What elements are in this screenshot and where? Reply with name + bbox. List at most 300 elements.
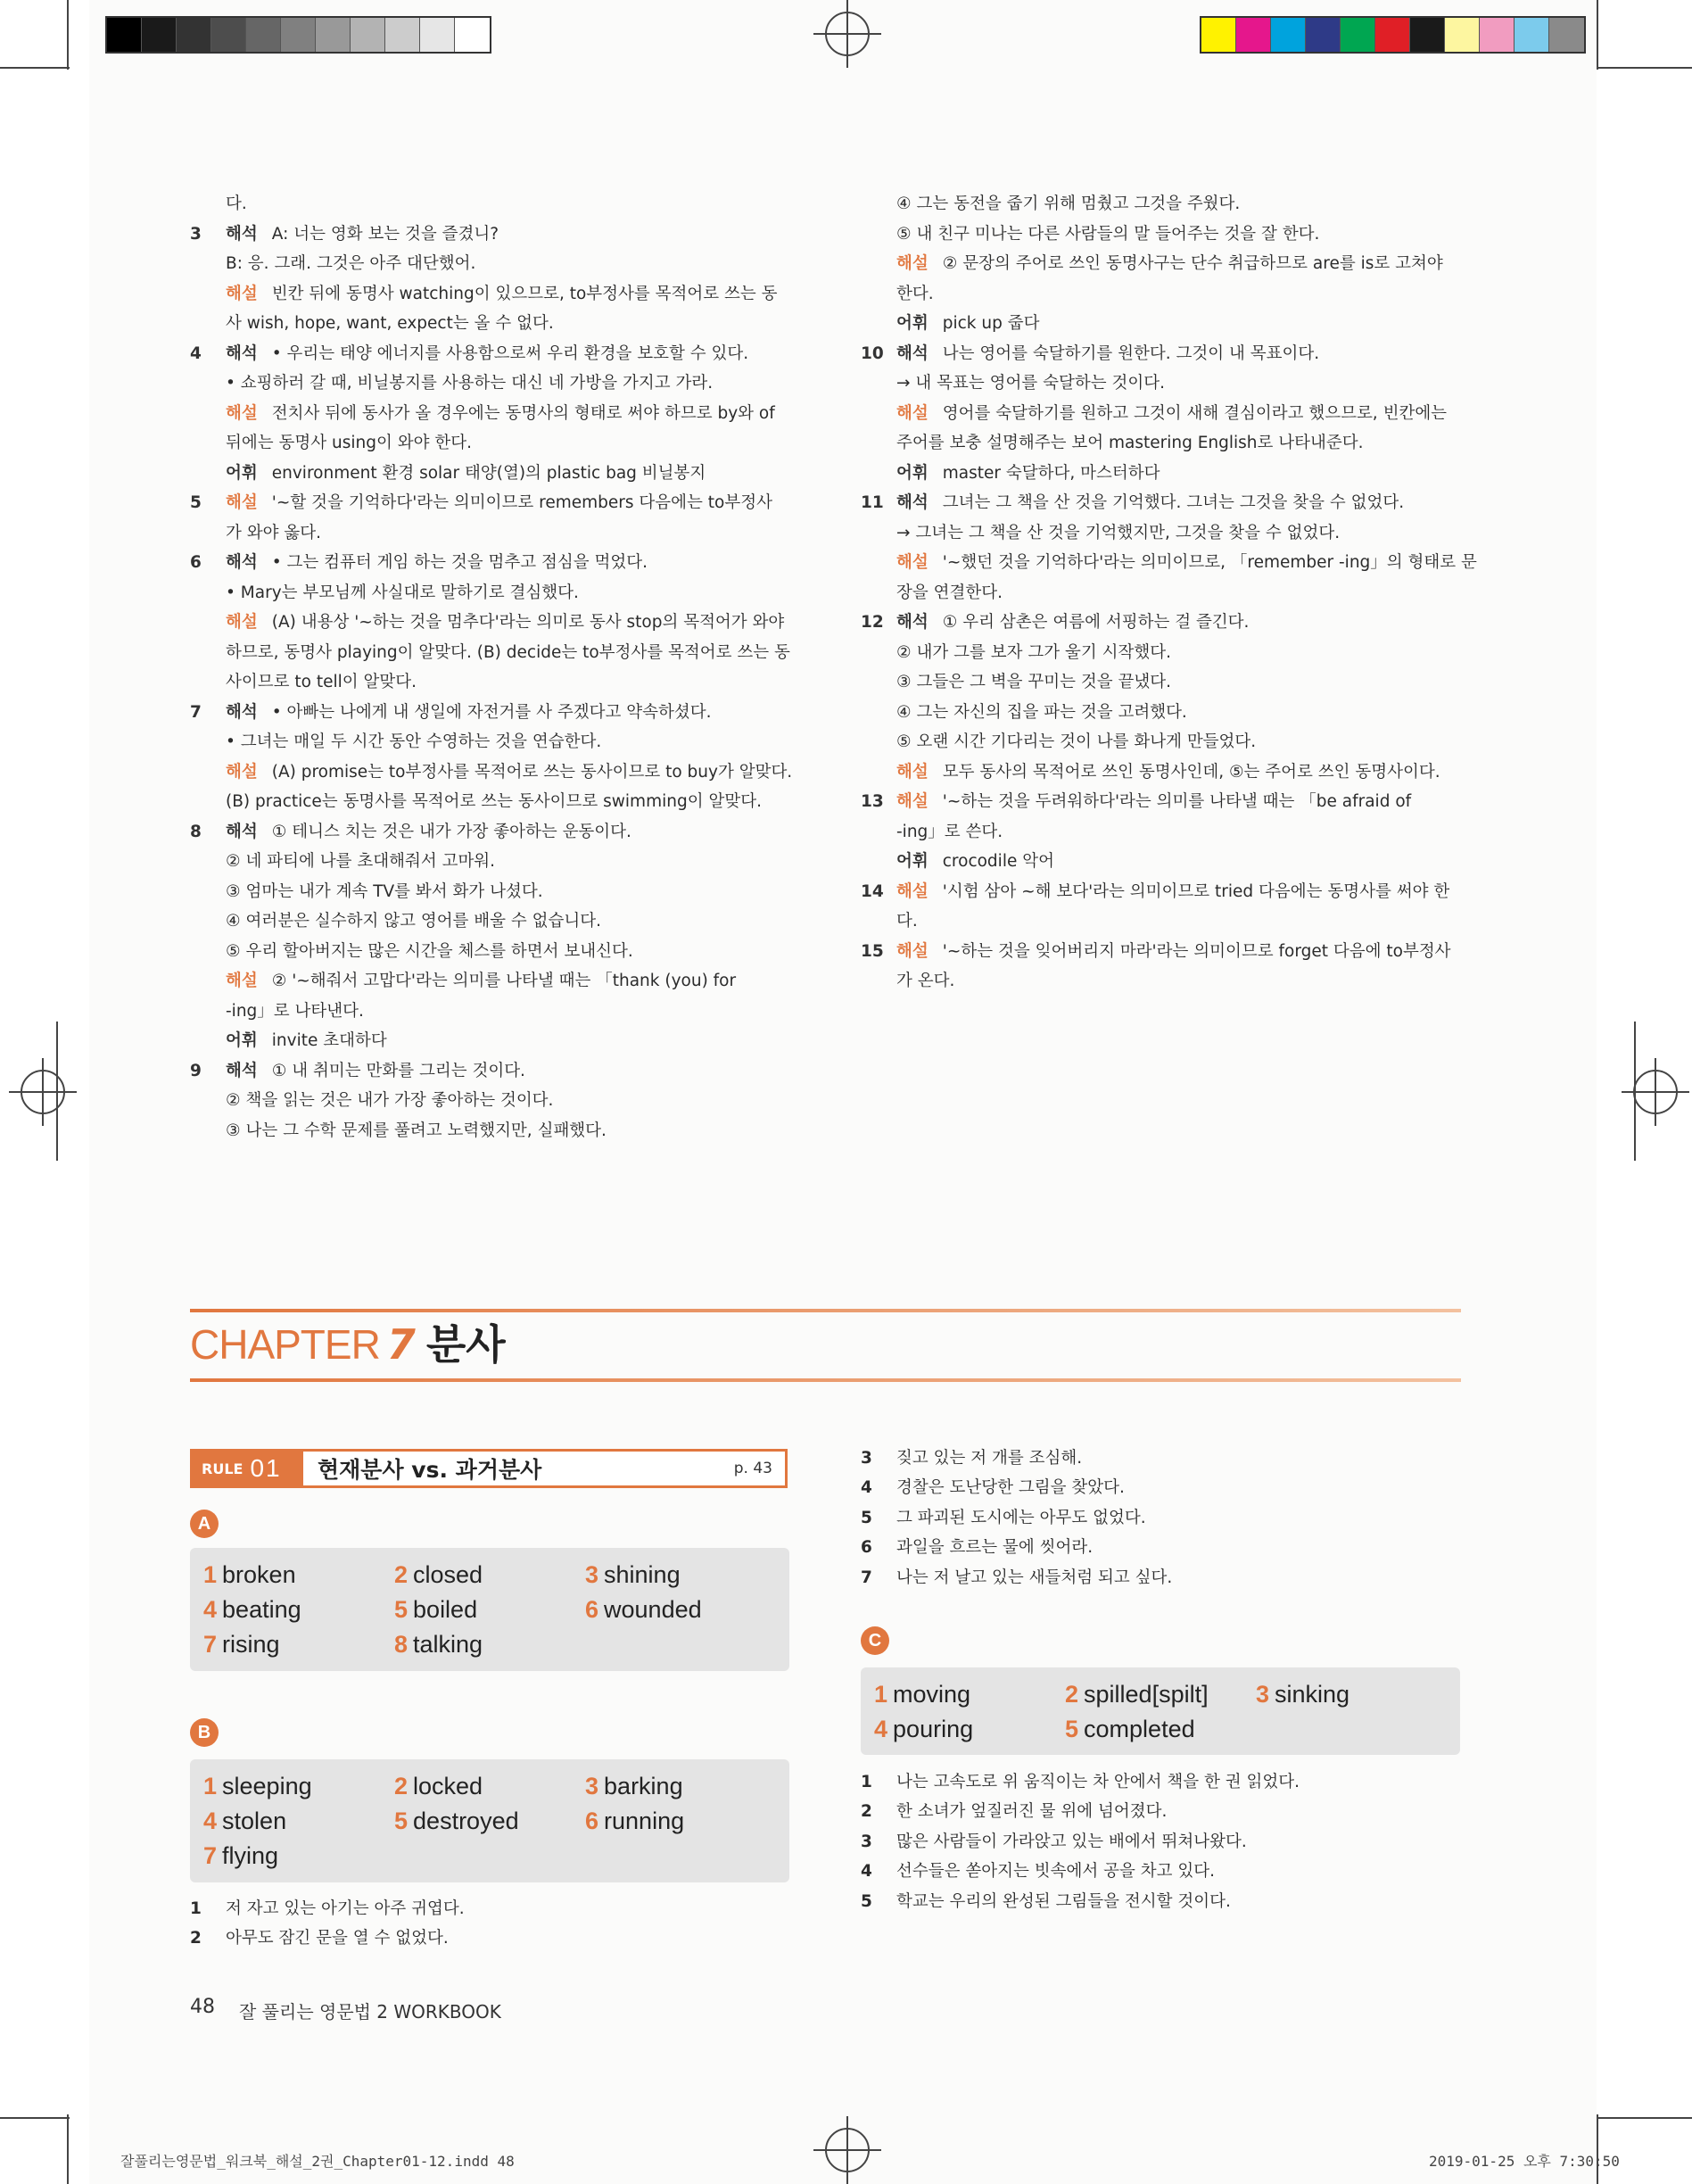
answer-line (861, 548, 1477, 578)
answer-item (585, 1594, 702, 1625)
answer-word: talking (413, 1631, 483, 1658)
line-text: ② 네 파티에 나를 초대해줘서 고마워. (226, 852, 496, 871)
line-text: • Mary는 부모님께 사실대로 말하기로 결심했다. (226, 583, 579, 602)
label-tag: 해석 (226, 224, 258, 244)
color-swatch (1549, 18, 1584, 52)
line-text: ③ 엄마는 내가 계속 TV를 봐서 화가 나셨다. (226, 881, 543, 901)
answer-word: boiled (413, 1596, 478, 1623)
answer-line (190, 488, 789, 518)
label-tag: 해설 (226, 403, 258, 423)
sentence-number: 1 (861, 1773, 872, 1791)
color-swatch (1375, 18, 1410, 52)
line-text: ⑤ 우리 할아버지는 많은 시간을 체스를 하면서 보내신다. (226, 941, 633, 961)
sentence-number: 3 (861, 1832, 872, 1851)
question-number: 7 (190, 702, 202, 722)
chapter-rule-top (190, 1309, 1461, 1312)
answer-item (203, 1559, 296, 1590)
answer-number: 4 (874, 1716, 888, 1742)
color-swatch (1306, 18, 1341, 52)
sentence-number: 7 (861, 1568, 872, 1587)
answer-number: 6 (585, 1596, 599, 1623)
line-text: ⑤ 오랜 시간 기다리는 것이 나를 화나게 만들었다. (896, 732, 1257, 751)
line-text: environment 환경 solar 태양(열)의 plastic bag 비닐봉지 (271, 463, 706, 483)
label-tag: 해설 (896, 881, 929, 901)
answer-line (190, 906, 789, 937)
answer-word: broken (222, 1561, 296, 1588)
line-text: 다. (896, 912, 918, 931)
answer-item (1065, 1714, 1195, 1744)
label-tag: 해석 (226, 1061, 258, 1080)
label-tag: 해설 (226, 284, 258, 303)
crop-mark (1597, 0, 1598, 70)
answer-line (861, 368, 1460, 399)
answer-number: 4 (203, 1808, 218, 1834)
color-swatch (1236, 18, 1271, 52)
rule-label: RULE (202, 1460, 243, 1477)
line-text: '~하는 것을 잊어버리지 마라'라는 의미이므로 forget 다음에 to부정사 (942, 941, 1451, 961)
answer-line (861, 399, 1460, 429)
section-a-badge: A (190, 1510, 219, 1538)
answer-item (203, 1771, 312, 1801)
answer-number: 1 (874, 1681, 888, 1708)
line-text: → 그녀는 그 책을 산 것을 기억했지만, 그것을 찾을 수 없었다. (896, 523, 1341, 542)
answer-item (874, 1679, 970, 1709)
label-tag: 해설 (226, 762, 258, 782)
chapter-word: CHAPTER (190, 1321, 380, 1368)
answer-line (190, 219, 789, 250)
sentence-line (861, 1473, 1125, 1503)
answer-line (861, 757, 1460, 788)
line-text: B: 응. 그래. 그것은 아주 대단했어. (226, 254, 476, 273)
answer-line (861, 578, 1460, 608)
grayscale-color-bar (105, 16, 491, 54)
color-swatch (1271, 18, 1306, 52)
crop-mark (1597, 2117, 1692, 2119)
crop-mark (1597, 67, 1692, 69)
answer-number: 7 (203, 1842, 218, 1869)
sentence-line (861, 1444, 1082, 1474)
registration-mark (9, 1058, 77, 1126)
line-text: 하므로, 동명사 playing이 알맞다. (B) decide는 to부정사를 목적어로 쓰는 동 (226, 642, 790, 662)
answer-word: running (604, 1808, 685, 1834)
answer-line (190, 667, 789, 698)
question-number: 13 (861, 792, 884, 811)
label-tag: 해설 (226, 972, 258, 990)
answer-line (190, 1026, 789, 1056)
label-tag: 해설 (896, 762, 929, 782)
label-tag: 해설 (226, 613, 258, 632)
chapter-name: 분사 (425, 1320, 506, 1369)
answer-number: 3 (585, 1561, 599, 1588)
page-number: 48 (190, 1996, 215, 2018)
answer-line (861, 459, 1460, 489)
answer-line (190, 368, 789, 399)
answer-line (190, 877, 789, 907)
answer-line (861, 608, 1460, 638)
answer-line (190, 339, 789, 369)
answer-line (861, 339, 1460, 369)
label-tag: 해설 (896, 553, 929, 572)
question-number: 9 (190, 1061, 202, 1080)
registration-mark (813, 0, 881, 68)
label-tag: 어휘 (896, 852, 929, 871)
color-swatch (246, 18, 281, 52)
line-text: '~하는 것을 두려워하다'라는 의미를 나타낼 때는 「be afraid of (942, 792, 1412, 811)
rule-title: 현재분사 vs. 과거분사 (318, 1457, 542, 1483)
sentence-number: 3 (861, 1449, 872, 1468)
line-text: ② 문장의 주어로 쓰인 동명사구는 단수 취급하므로 are를 is로 고쳐야 (942, 254, 1443, 273)
line-text: crocodile 악어 (942, 852, 1054, 871)
answer-item (1065, 1679, 1209, 1709)
sentence-line (861, 1503, 1146, 1534)
line-text: 뒤에는 동명사 using이 와야 한다. (226, 434, 472, 452)
sentence-text: 많은 사람들이 가라앉고 있는 배에서 뛰쳐나왔다. (896, 1832, 1247, 1851)
answer-line (190, 189, 789, 219)
answer-line (861, 906, 1460, 937)
line-text: 사 wish, hope, want, expect는 올 수 없다. (226, 314, 554, 333)
line-text: ⑤ 내 친구 미나는 다른 사람들의 말 들어주는 것을 잘 한다. (896, 224, 1320, 244)
answer-item (203, 1629, 280, 1659)
color-swatch (281, 18, 316, 52)
color-swatch (316, 18, 351, 52)
answer-item (394, 1771, 483, 1801)
process-color-bar (1200, 16, 1586, 54)
answer-word: destroyed (413, 1808, 519, 1834)
answer-line (190, 817, 789, 848)
label-tag: 어휘 (896, 314, 929, 333)
color-swatch (1515, 18, 1549, 52)
answer-item (1256, 1679, 1349, 1709)
answer-item (203, 1841, 278, 1871)
sentence-number: 2 (861, 1802, 872, 1821)
label-tag: 해설 (226, 493, 258, 512)
answer-line (190, 578, 789, 608)
answer-word: sinking (1275, 1681, 1350, 1708)
answer-line (190, 518, 789, 549)
line-text: 주어를 보충 설명해주는 보어 mastering English로 나타내준다. (896, 434, 1364, 452)
question-number: 11 (861, 493, 884, 512)
label-tag: 해석 (896, 493, 929, 512)
color-swatch (1341, 18, 1375, 52)
sentence-line (190, 1923, 449, 1954)
sentence-number: 5 (861, 1509, 872, 1527)
answer-line (190, 608, 789, 638)
sentence-line (861, 1827, 1247, 1857)
answer-word: stolen (222, 1808, 287, 1834)
answer-word: pouring (893, 1716, 974, 1742)
line-text: master 숙달하다, 마스터하다 (942, 463, 1160, 483)
answer-item (203, 1594, 301, 1625)
answer-line (190, 548, 789, 578)
crop-mark (56, 1022, 58, 1161)
answer-column-right (861, 189, 1477, 997)
crop-mark (67, 0, 69, 70)
answer-item (874, 1714, 973, 1744)
line-text: ① 테니스 치는 것은 내가 가장 좋아하는 운동이다. (271, 822, 631, 841)
answer-line (190, 1116, 789, 1146)
answer-line (190, 727, 789, 757)
line-text: 다. (226, 194, 247, 213)
answer-line (861, 727, 1460, 757)
line-text: 한다. (896, 284, 934, 303)
color-swatch (1201, 18, 1236, 52)
label-tag: 어휘 (226, 1031, 258, 1050)
color-swatch (455, 18, 490, 52)
question-number: 4 (190, 343, 202, 363)
color-swatch (177, 18, 211, 52)
line-text: ① 내 취미는 만화를 그리는 것이다. (271, 1061, 525, 1080)
line-text: '~할 것을 기억하다'라는 의미이므로 remembers 다음에는 to부정사 (271, 493, 772, 512)
section-b-badge: B (190, 1718, 219, 1747)
answer-line (861, 428, 1460, 459)
answer-word: flying (222, 1842, 279, 1869)
crop-mark (1597, 2114, 1598, 2184)
answer-line (190, 309, 789, 339)
answer-word: barking (604, 1773, 683, 1799)
slug-filename: 잘풀리는영문법_워크북_해설_2권_Chapter01-12.indd 48 (120, 2153, 515, 2170)
line-text: • 그는 컴퓨터 게임 하는 것을 멈추고 점심을 먹었다. (271, 553, 648, 572)
line-text: 모두 동사의 목적어로 쓰인 동명사인데, ⑤는 주어로 쓰인 동명사이다. (942, 762, 1440, 782)
question-number: 15 (861, 941, 884, 961)
line-text: 가 온다. (896, 972, 955, 990)
color-swatch (420, 18, 455, 52)
answer-line (861, 488, 1460, 518)
answer-line (861, 817, 1460, 848)
label-tag: 해석 (226, 553, 258, 572)
line-text: pick up 줍다 (942, 314, 1040, 333)
label-tag: 해설 (896, 941, 929, 961)
line-text: 가 와야 옳다. (226, 523, 321, 542)
label-tag: 어휘 (226, 463, 258, 483)
color-swatch (107, 18, 142, 52)
color-swatch (1480, 18, 1515, 52)
rule-page-ref: p. 43 (733, 1460, 772, 1477)
slug-datetime: 2019-01-25 오후 7:30:50 (1429, 2153, 1620, 2170)
label-tag: 해석 (896, 613, 929, 632)
line-text: (B) practice는 동명사를 목적어로 쓰는 동사이므로 swimming이 알맞다. (226, 792, 762, 811)
answer-line (861, 787, 1460, 817)
answer-number: 2 (394, 1773, 409, 1799)
line-text: A: 너는 영화 보는 것을 즐겼니? (271, 224, 499, 244)
answer-line (190, 997, 789, 1027)
answer-word: completed (1084, 1716, 1195, 1742)
answer-line (861, 667, 1460, 698)
answer-number: 5 (1065, 1716, 1079, 1742)
answer-line (861, 279, 1460, 310)
label-tag: 어휘 (896, 463, 929, 483)
sentence-text: 나는 고속도로 위 움직이는 차 안에서 책을 한 권 읽었다. (896, 1773, 1300, 1791)
answer-number: 8 (394, 1631, 409, 1658)
line-text: ④ 그는 자신의 집을 파는 것을 고려했다. (896, 702, 1187, 722)
rule-number: 01 (250, 1454, 282, 1482)
label-tag: 해설 (896, 403, 929, 423)
answer-number: 4 (203, 1596, 218, 1623)
answer-word: moving (893, 1681, 971, 1708)
sentence-line (190, 1894, 465, 1924)
line-text: • 그녀는 매일 두 시간 동안 수영하는 것을 연습한다. (226, 732, 602, 751)
line-text: 영어를 숙달하기를 원하고 그것이 새해 결심이라고 했으므로, 빈칸에는 (942, 403, 1448, 423)
answer-line (861, 249, 1460, 279)
answer-line (861, 309, 1460, 339)
book-title: 잘 풀리는 영문법 2 WORKBOOK (239, 2001, 501, 2023)
sentence-line (861, 1887, 1231, 1917)
answer-line (861, 638, 1460, 668)
label-tag: 해석 (226, 343, 258, 363)
answer-line (190, 937, 789, 967)
question-number: 12 (861, 613, 884, 632)
answer-line (190, 638, 789, 668)
line-text: • 아빠는 나에게 내 생일에 자전거를 사 주겠다고 약속하셨다. (271, 702, 712, 722)
answer-item (394, 1806, 519, 1836)
answer-number: 5 (394, 1808, 409, 1834)
line-text: ② 책을 읽는 것은 내가 가장 좋아하는 것이다. (226, 1091, 554, 1110)
line-text: 전치사 뒤에 동사가 올 경우에는 동명사의 형태로 써야 하므로 by와 of (271, 403, 775, 423)
line-text: ② 내가 그를 보자 그가 울기 시작했다. (896, 642, 1171, 662)
answer-line (190, 399, 789, 429)
line-text: (A) promise는 to부정사를 목적어로 쓰는 동사이므로 to buy가 알맞다. (271, 762, 793, 782)
label-tag: 해설 (896, 254, 929, 273)
answer-item (203, 1806, 286, 1836)
line-text: 사이므로 to tell이 알맞다. (226, 673, 417, 691)
registration-mark (1622, 1058, 1689, 1126)
registration-mark (813, 2116, 881, 2184)
label-tag: 해석 (226, 702, 258, 722)
answer-item (394, 1629, 483, 1659)
sentence-text: 짖고 있는 저 개를 조심해. (896, 1449, 1083, 1468)
rule-badge (193, 1452, 303, 1485)
answer-number: 3 (585, 1773, 599, 1799)
label-tag: 해석 (896, 343, 929, 363)
answer-word: closed (413, 1561, 483, 1588)
sentence-line (861, 1857, 1215, 1887)
sentence-text: 한 소녀가 엎질러진 물 위에 넘어졌다. (896, 1802, 1168, 1821)
chapter-number: 7 (386, 1320, 416, 1369)
line-text: ② '~해줘서 고맙다'라는 의미를 나타낼 때는 「thank (you) for (271, 972, 737, 990)
answer-number: 6 (585, 1808, 599, 1834)
answer-line (190, 459, 789, 489)
line-text: ③ 나는 그 수학 문제를 풀려고 노력했지만, 실패했다. (226, 1121, 607, 1140)
answer-line (861, 877, 1460, 907)
answer-number: 1 (203, 1561, 218, 1588)
answer-line (861, 937, 1460, 967)
crop-mark (1634, 1022, 1636, 1161)
line-text: 그녀는 그 책을 산 것을 기억했다. 그녀는 그것을 찾을 수 없었다. (942, 493, 1405, 512)
answer-number: 2 (394, 1561, 409, 1588)
sentence-text: 과일을 흐르는 물에 씻어라. (896, 1538, 1094, 1557)
sentence-number: 2 (190, 1929, 202, 1948)
line-text: 나는 영어를 숙달하기를 원한다. 그것이 내 목표이다. (942, 343, 1320, 363)
sentence-number: 1 (190, 1899, 202, 1918)
answer-word: beating (222, 1596, 301, 1623)
question-number: 3 (190, 224, 202, 244)
sentence-line (861, 1767, 1300, 1798)
rule-header (190, 1449, 788, 1488)
answer-line (190, 757, 793, 788)
line-text: -ing」로 나타낸다. (226, 1001, 364, 1021)
question-number: 5 (190, 493, 202, 512)
answer-line (861, 698, 1460, 728)
answer-word: spilled[spilt] (1084, 1681, 1209, 1708)
answer-line (861, 219, 1460, 250)
answer-line (190, 1086, 789, 1116)
chapter-rule-bottom (190, 1378, 1461, 1382)
sentence-number: 6 (861, 1538, 872, 1557)
answer-line (861, 847, 1460, 877)
line-text: ③ 그들은 그 벽을 꾸미는 것을 끝냈다. (896, 673, 1171, 691)
answer-line (861, 518, 1460, 549)
sentence-number: 5 (861, 1892, 872, 1911)
answer-word: rising (222, 1631, 280, 1658)
answer-line (190, 279, 789, 310)
answer-line (861, 189, 1460, 219)
answer-line (190, 428, 789, 459)
answer-line (190, 966, 789, 997)
crop-mark (0, 67, 70, 69)
answer-number: 5 (394, 1596, 409, 1623)
label-tag: 해설 (896, 792, 929, 811)
question-number: 14 (861, 881, 884, 901)
sentence-text: 그 파괴된 도시에는 아무도 없었다. (896, 1509, 1146, 1527)
answer-item (585, 1559, 681, 1590)
sentence-line (861, 1533, 1093, 1563)
color-swatch (1410, 18, 1445, 52)
line-text: • 우리는 태양 에너지를 사용함으로써 우리 환경을 보호할 수 있다. (271, 343, 749, 363)
sentence-line (861, 1563, 1172, 1593)
label-tag: 해석 (226, 822, 258, 841)
sentence-number: 4 (861, 1478, 872, 1497)
chapter-title (190, 1317, 506, 1372)
answer-item (585, 1771, 683, 1801)
answer-line (190, 249, 789, 279)
crop-mark (67, 2114, 69, 2184)
color-swatch (142, 18, 177, 52)
answer-number: 2 (1065, 1681, 1079, 1708)
line-text: 빈칸 뒤에 동명사 watching이 있으므로, to부정사를 목적어로 쓰는 동 (271, 284, 778, 303)
line-text: ④ 그는 동전을 줍기 위해 멈췄고 그것을 주웠다. (896, 194, 1241, 213)
color-swatch (1445, 18, 1480, 52)
answer-word: locked (413, 1773, 483, 1799)
crop-mark (0, 2117, 70, 2119)
answer-number: 7 (203, 1631, 218, 1658)
answer-line (190, 847, 789, 877)
color-swatch (385, 18, 420, 52)
line-text: -ing」로 쓴다. (896, 822, 1003, 841)
answer-word: sleeping (222, 1773, 312, 1799)
answer-column-left (190, 189, 793, 1146)
question-number: 8 (190, 822, 202, 841)
answer-word: wounded (604, 1596, 702, 1623)
line-text: 장을 연결한다. (896, 583, 1003, 602)
line-text: → 내 목표는 영어를 숙달하는 것이다. (896, 374, 1165, 393)
answer-item (394, 1594, 477, 1625)
answer-number: 3 (1256, 1681, 1270, 1708)
line-text: '~했던 것을 기억하다'라는 의미이므로, 「remember -ing」의 형태로 문 (942, 553, 1477, 572)
sentence-text: 경찰은 도난당한 그림을 찾았다. (896, 1478, 1125, 1497)
sentence-text: 저 자고 있는 아기는 아주 귀엽다. (226, 1899, 465, 1918)
answer-item (585, 1806, 684, 1836)
sentence-text: 학교는 우리의 완성된 그림들을 전시할 것이다. (896, 1892, 1231, 1911)
answer-line (190, 787, 789, 817)
line-text: (A) 내용상 '~하는 것을 멈추다'라는 의미로 동사 stop의 목적어가 와야 (271, 613, 785, 632)
question-number: 6 (190, 553, 202, 572)
answer-item (394, 1559, 483, 1590)
sentence-text: 아무도 잠긴 문을 열 수 없었다. (226, 1929, 449, 1948)
sentence-text: 나는 저 날고 있는 새들처럼 되고 싶다. (896, 1568, 1173, 1587)
answer-number: 1 (203, 1773, 218, 1799)
color-swatch (351, 18, 385, 52)
color-swatch (211, 18, 246, 52)
answer-line (190, 698, 789, 728)
